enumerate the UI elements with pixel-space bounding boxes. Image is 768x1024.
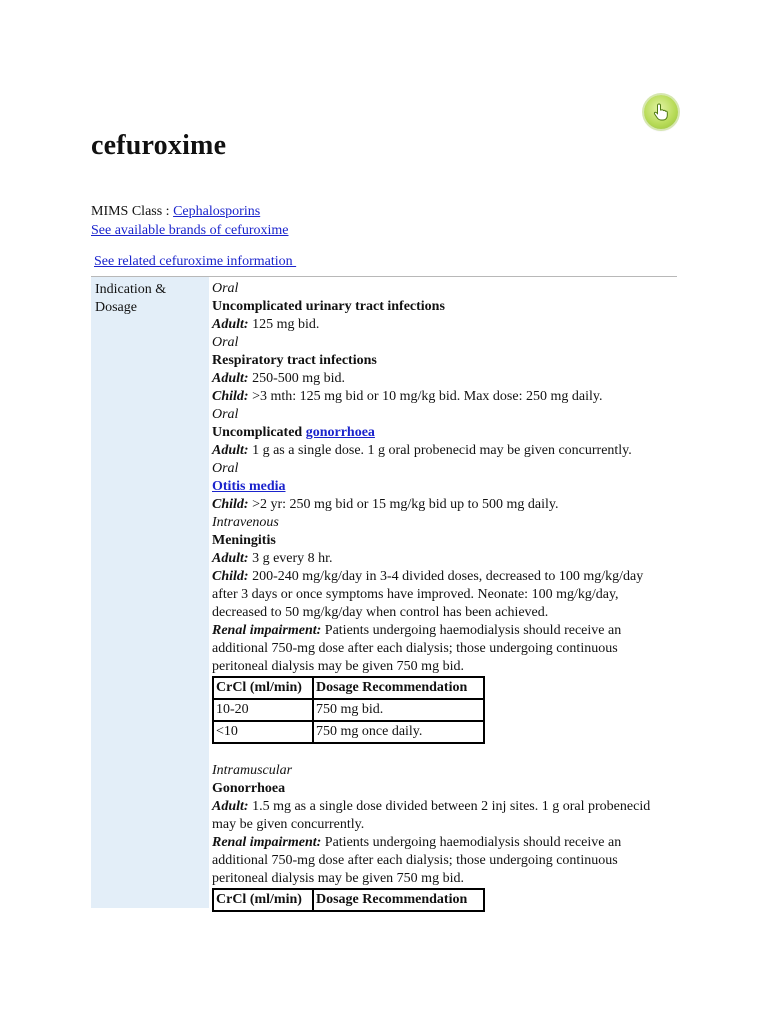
route-label: Oral — [212, 281, 239, 296]
hand-pointer-icon — [653, 103, 669, 121]
section-label-cell — [91, 277, 209, 908]
dosage-text: 1 g as a single dose. 1 g oral probenecid may be given concurrently. — [248, 443, 632, 458]
renal-label: Renal impairment: — [212, 835, 322, 850]
route-label: Oral — [212, 461, 239, 476]
home-button[interactable] — [644, 95, 678, 129]
dosage-content — [212, 280, 672, 912]
table-row — [213, 721, 484, 743]
gonorrhoea-link[interactable]: gonorrhoea — [305, 425, 375, 440]
brands-link[interactable]: See available brands of cefuroxime — [91, 223, 289, 238]
crcl-table — [212, 676, 485, 744]
child-label: Child: — [212, 569, 249, 584]
otitis-media-link[interactable]: Otitis media — [212, 479, 286, 494]
mims-class-label: MIMS Class : — [91, 204, 174, 219]
brands-line — [91, 221, 288, 240]
adult-label: Adult: — [212, 551, 249, 566]
adult-label: Adult: — [212, 317, 249, 332]
route-label: Intravenous — [212, 515, 279, 530]
mims-class-line — [91, 202, 288, 221]
related-info — [94, 254, 296, 270]
route-label: Intramuscular — [212, 763, 293, 778]
dosage-text: 200-240 mg/kg/day in 3-4 divided doses, decreased to 100 mg/kg/day after 3 days or once symptoms have improved. Neonate: 100 mg/kg/day, decreased to 50 mg/kg/day when control has been achieved. — [212, 569, 644, 620]
mims-class-link[interactable]: Cephalosporins — [173, 204, 261, 219]
indication-heading: Respiratory tract infections — [212, 353, 377, 368]
dosage-text: 1.5 mg as a single dose divided between 2 inj sites. 1 g oral probenecid may be given concurrently. — [212, 799, 651, 832]
table-cell: 10-20 — [213, 699, 313, 721]
table-header: CrCl (ml/min) — [216, 680, 302, 695]
child-label: Child: — [212, 389, 249, 404]
dosage-text: >2 yr: 250 mg bid or 15 mg/kg bid up to 500 mg daily. — [248, 497, 559, 512]
table-header-row — [213, 889, 484, 911]
indication-heading: Gonorrhoea — [212, 781, 286, 796]
dosage-text: 3 g every 8 hr. — [248, 551, 333, 566]
table-header: Dosage Recommendation — [316, 892, 468, 907]
page-title: cefuroxime — [91, 130, 227, 161]
related-info-link[interactable]: See related cefuroxime information — [94, 254, 297, 269]
table-header: CrCl (ml/min) — [216, 892, 302, 907]
dosage-text: 125 mg bid. — [248, 317, 320, 332]
table-cell: 750 mg once daily. — [313, 721, 484, 743]
dosage-text: >3 mth: 125 mg bid or 10 mg/kg bid. Max dose: 250 mg daily. — [248, 389, 603, 404]
drug-meta — [91, 202, 288, 240]
table-cell: <10 — [213, 721, 313, 743]
indication-heading: Uncomplicated urinary tract infections — [212, 299, 445, 314]
indication-dosage-label: Indication & Dosage — [95, 282, 167, 315]
dosage-text: Patients undergoing haemodialysis should receive an additional 750-mg dose after each dialysis; those undergoing continuous peritoneal dialysis may be given 750 mg bid. — [212, 623, 622, 674]
indication-heading: Uncomplicated — [212, 425, 306, 440]
adult-label: Adult: — [212, 799, 249, 814]
adult-label: Adult: — [212, 443, 249, 458]
dosage-text: Patients undergoing haemodialysis should receive an additional 750-mg dose after each dialysis; those undergoing continuous peritoneal dialysis may be given 750 mg bid. — [212, 835, 622, 886]
renal-label: Renal impairment: — [212, 623, 322, 638]
indication-heading: Meningitis — [212, 533, 276, 548]
table-header-row — [213, 677, 484, 699]
table-cell: 750 mg bid. — [313, 699, 484, 721]
route-label: Oral — [212, 335, 239, 350]
dosage-text: 250-500 mg bid. — [248, 371, 346, 386]
crcl-table — [212, 888, 485, 912]
route-label: Oral — [212, 407, 239, 422]
adult-label: Adult: — [212, 371, 249, 386]
child-label: Child: — [212, 497, 249, 512]
table-header: Dosage Recommendation — [316, 680, 468, 695]
table-row — [213, 699, 484, 721]
